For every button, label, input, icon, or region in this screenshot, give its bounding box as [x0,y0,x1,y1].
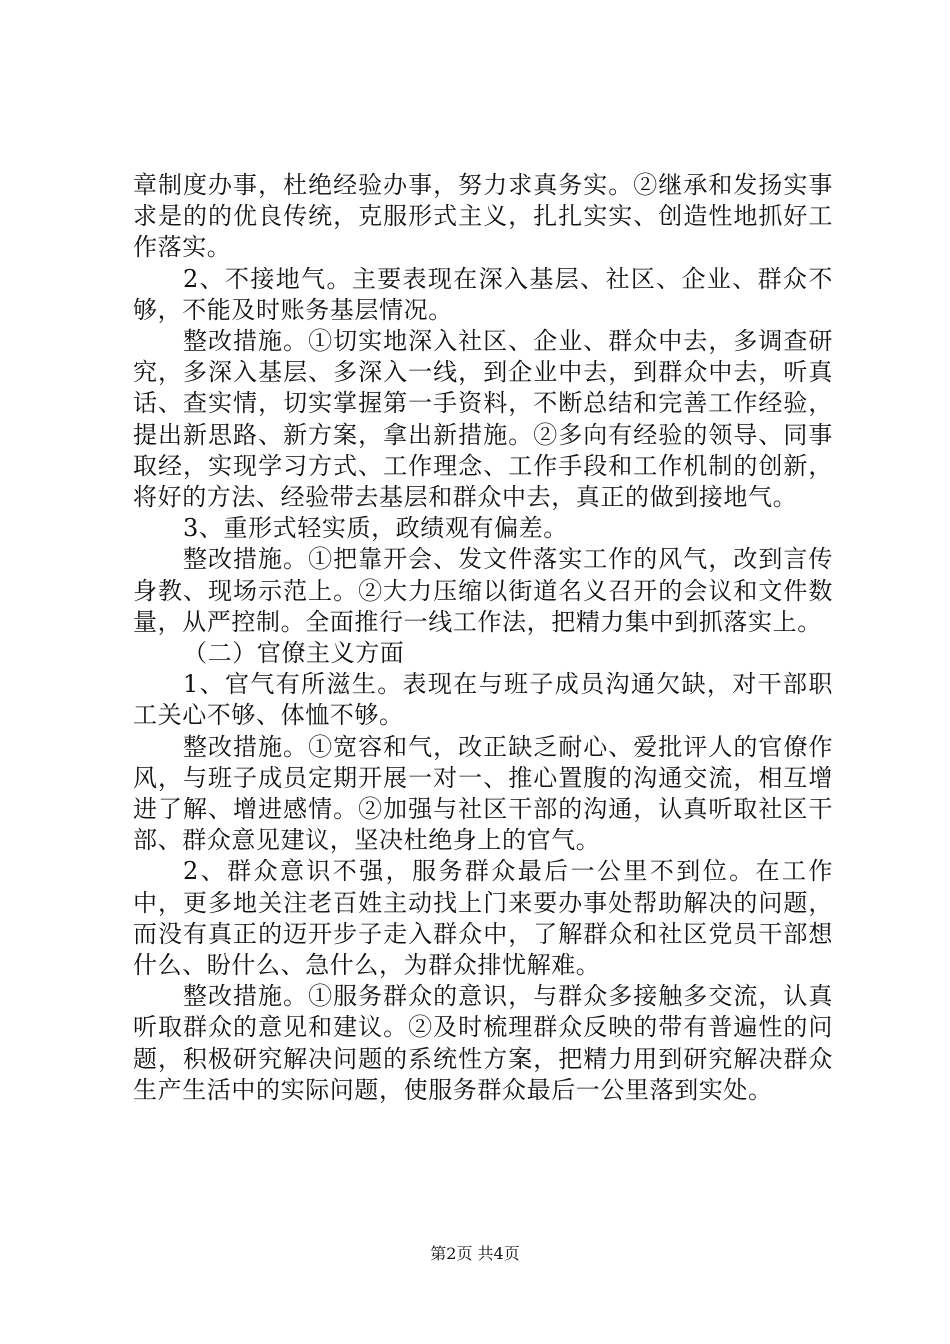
paragraph-bureaucratism-measures-2: 整改措施。①服务群众的意识，与群众多接触多交流，认真听取群众的意见和建议。②及时梳理群众反映的带有普遍性的问题，积极研究解决问题的系统性方案，把精力用到研究解决群众生产生活中的实际问题，使服务群众最后一公里落到实处。 [133,982,833,1104]
page-footer [0,1244,950,1264]
section-heading-bureaucratism: （二）官僚主义方面 [183,639,405,668]
paragraph-measures-3: 整改措施。①把靠开会、发文件落实工作的风气，改到言传身教、现场示范上。②大力压缩以街道名义召开的会议和文件数量，从严控制。全面推行一线工作法，把精力集中到抓落实上。 [133,545,833,636]
paragraph-bureaucratism-issue-2: 2、群众意识不强，服务群众最后一公里不到位。在工作中，更多地关注老百姓主动找上门来要办事处帮助解决的问题，而没有真正的迈开步子走入群众中，了解群众和社区党员干部想什么、盼什么、急什么，为群众排忧解难。 [133,857,833,980]
paragraph-continuation: 章制度办事，杜绝经验办事，努力求真务实。②继承和发扬实事求是的的优良传统，克服形式主义，扎扎实实、创造性地抓好工作落实。 [133,171,833,262]
paragraph-bureaucratism-issue-1: 1、官气有所滋生。表现在与班子成员沟通欠缺，对干部职工关心不够、体恤不够。 [133,670,833,730]
page-number-label: 第2页 共4页 [430,1244,520,1263]
document-body [133,170,833,1106]
paragraph-issue-2: 2、不接地气。主要表现在深入基层、社区、企业、群众不够，不能及时账务基层情况。 [133,264,833,324]
paragraph-issue-3: 3、重形式轻实质，政绩观有偏差。 [183,514,568,543]
paragraph-measures-2: 整改措施。①切实地深入社区、企业、群众中去，多调查研究，多深入基层、多深入一线，到企业中去，到群众中去，听真话、查实情，切实掌握第一手资料，不断总结和完善工作经验，提出新思路、新方案，拿出新措施。②多向有经验的领导、同事取经，实现学习方式、工作理念、工作手段和工作机制的创新，将好的方法、经验带去基层和群众中去，真正的做到接地气。 [133,327,833,512]
paragraph-bureaucratism-measures-1: 整改措施。①宽容和气，改正缺乏耐心、爱批评人的官僚作风，与班子成员定期开展一对一、推心置腹的沟通交流，相互增进了解、增进感情。②加强与社区干部的沟通，认真听取社区干部、群众意见建议，坚决杜绝身上的官气。 [133,732,833,855]
